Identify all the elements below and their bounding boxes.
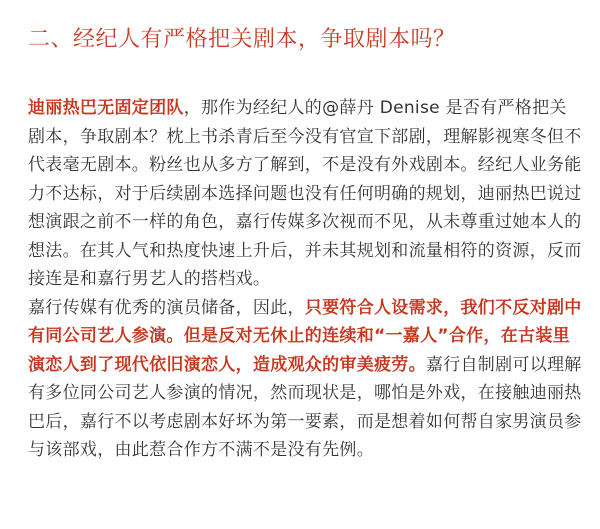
paragraph2-intro: 嘉行传媒有优秀的演员储备，因此，: [28, 297, 305, 318]
highlight-oppose-repeated-pairing: 只要符合人设需求，我们不反对剧中有同公司艺人参演。但是反对无休止的连续和“一嘉人”合作，在古装里演恋人到了现代依旧演恋人，造成观众的审美疲劳。: [28, 297, 582, 375]
paragraph1-body: ，那作为经纪人的@薛丹 Denise 是否有严格把关剧本，争取剧本？枕上书杀青后至今没有官宣下部剧，理解影视寒冬但不代表毫无剧本。粉丝也从多方了解到，不是没有外戏剧本。经纪人业务能力不达标，对于后续剧本选择问题也没有任何明确的规划，迪丽热巴说过想演跟之前不一样的角色，嘉行传媒多次视而不见，从未尊重过她本人的想法。在其人气和热度快速上升后，并未其规划和流量相符的资源，反而接连是和嘉行男艺人的搭档戏。: [28, 98, 582, 289]
section-heading: 二、经纪人有严格把关剧本，争取剧本吗？: [28, 27, 456, 52]
highlight-no-fixed-team: 迪丽热巴无固定团队: [28, 98, 184, 118]
paragraph-team-and-scripts: [28, 94, 582, 294]
paragraph-company-actors: [28, 294, 582, 465]
paragraph2-body: 嘉行自制剧可以理解有多位同公司艺人参演的情况，然而现状是，哪怕是外戏，在接触迪丽热巴后，嘉行不以考虑剧本好坏为第一要素，而是想着如何帮自家男演员参与该部戏，由此惹合作方不满不是没有先例。: [28, 354, 582, 460]
